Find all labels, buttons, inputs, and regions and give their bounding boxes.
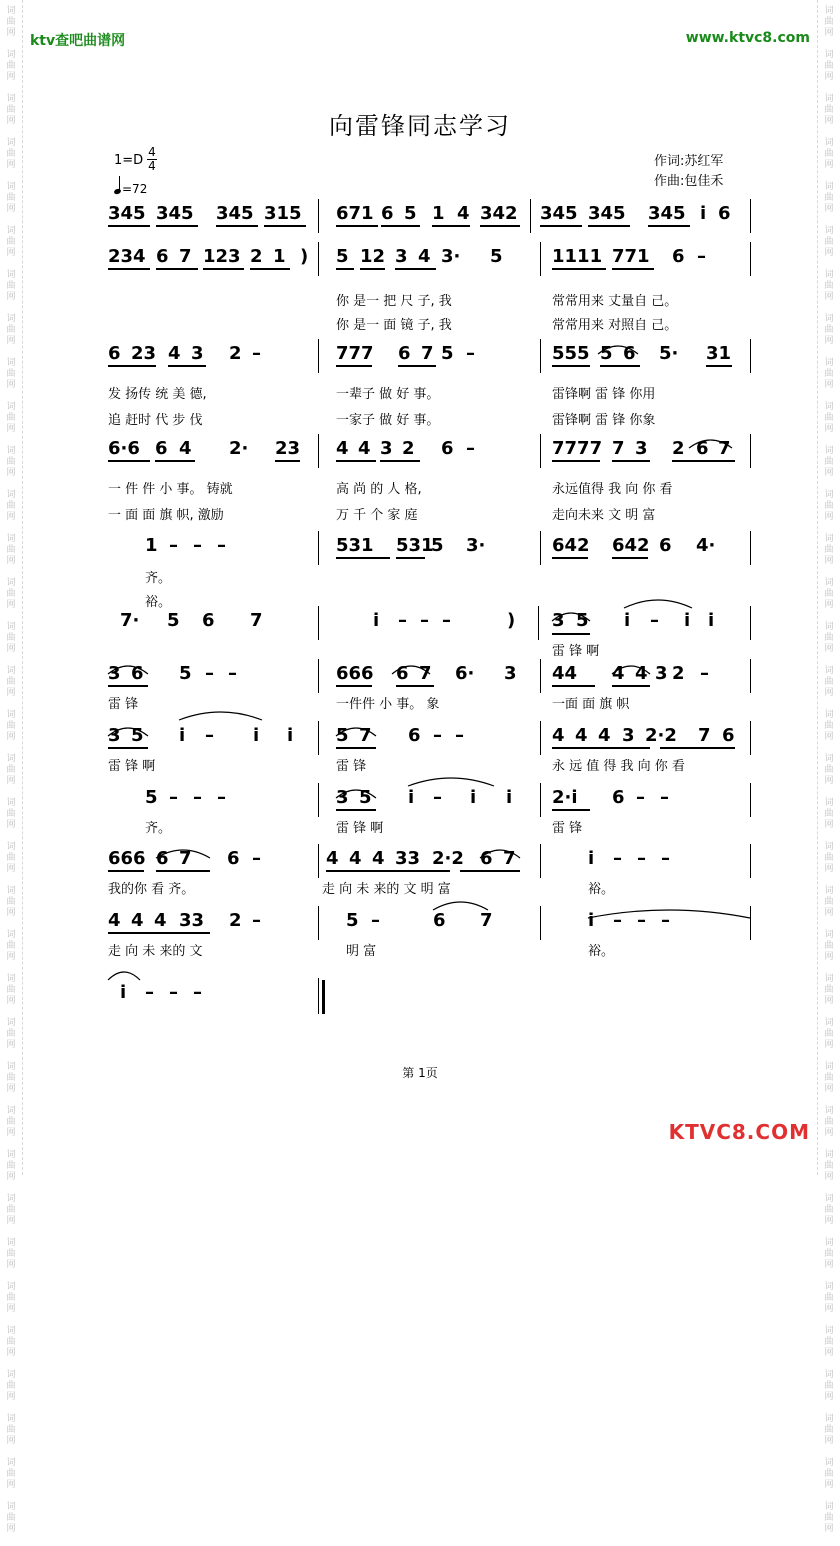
barline	[540, 659, 541, 693]
note: 6	[156, 246, 169, 267]
note: –	[661, 848, 670, 869]
note: 7	[419, 663, 432, 684]
note: 6	[408, 725, 421, 746]
lyric-line: 雷 锋 啊	[108, 759, 156, 774]
note: –	[466, 438, 475, 459]
note: –	[650, 610, 659, 631]
barline	[318, 659, 319, 693]
barline	[750, 242, 751, 276]
note: 6	[696, 438, 709, 459]
note: i	[624, 610, 631, 631]
note: 1	[145, 535, 158, 556]
note: i	[588, 848, 595, 869]
barline	[540, 783, 541, 817]
lyric-line: 万 千 个 家 庭	[336, 508, 418, 523]
note: 2·	[229, 438, 249, 459]
note: 3	[552, 610, 565, 631]
note: –	[661, 910, 670, 931]
note: 4	[372, 848, 385, 869]
note: 345	[216, 203, 254, 224]
note: 3	[191, 343, 204, 364]
lyric-line: 一面 面 旗 帜	[552, 697, 630, 712]
note: 3	[380, 438, 393, 459]
note: 6	[612, 787, 625, 808]
barline	[750, 339, 751, 373]
time-signature-bottom: 4	[148, 159, 156, 173]
key-signature: 1=D	[114, 153, 144, 168]
note: 123	[203, 246, 241, 267]
note: 31	[706, 343, 732, 364]
note: 3	[395, 246, 408, 267]
note: –	[398, 610, 407, 631]
note: 3	[622, 725, 635, 746]
lyric-line: 高 尚 的 人 格,	[336, 482, 422, 497]
note: 5	[490, 246, 503, 267]
note: 23	[275, 438, 301, 459]
note: –	[205, 725, 214, 746]
note: –	[613, 848, 622, 869]
note: –	[217, 535, 226, 556]
lyric-line: 你 是一 面 镜 子, 我	[336, 318, 452, 333]
note: 2	[402, 438, 415, 459]
note: 5	[576, 610, 589, 631]
note: 7	[421, 343, 434, 364]
note: 5	[179, 663, 192, 684]
site-url: www.ktvc8.com	[685, 30, 810, 46]
lyric-line: 雷锋啊 雷 锋 你象	[552, 413, 656, 428]
left-watermark-strip: 词 曲 网 词 曲 网 词 曲 网 词 曲 网 词 曲 网 词 曲 网 词 曲 网 词 曲 网 词 曲 网 词 曲 网 词 曲 网 词 曲 网 词 曲 网 词 曲 网 词 曲 网 词 曲 网 词 曲 网 词 曲 网 词 曲 网 词 曲 网 词 曲 网 词 曲 网 词 曲 网 词 曲 网 词 曲 网 词 曲 网 词 曲 网 词 曲 网 词 曲 网 词 曲 网 词 曲 网 词 曲 网 词 曲 网 词 曲 网 词 曲 网	[0, 0, 23, 1175]
note: –	[637, 910, 646, 931]
note: 2·i	[552, 787, 578, 808]
note: –	[193, 787, 202, 808]
note: 642	[612, 535, 650, 556]
tempo-marking	[114, 179, 147, 196]
note: 7777	[552, 438, 603, 459]
note: 671	[336, 203, 374, 224]
note: 3	[108, 663, 121, 684]
barline	[750, 906, 751, 940]
note: 4	[108, 910, 121, 931]
note: 12	[360, 246, 386, 267]
lyric-line: 常常用来 对照自 己。	[552, 318, 678, 333]
note: 6	[131, 663, 144, 684]
note: 6	[623, 343, 636, 364]
lyric-line: 发 扬传 统 美 德,	[108, 387, 207, 402]
barline	[318, 906, 319, 940]
note: 771	[612, 246, 650, 267]
note: 3	[108, 725, 121, 746]
barline	[530, 199, 531, 233]
note: 4	[418, 246, 431, 267]
note: –	[169, 982, 178, 1003]
barline	[750, 531, 751, 565]
lyric-line: 一 件 件 小 事。 铸就	[108, 482, 233, 497]
barline	[318, 721, 319, 755]
note: 5	[600, 343, 613, 364]
note: –	[637, 848, 646, 869]
note: 7	[359, 725, 372, 746]
note: 6	[108, 343, 121, 364]
barline	[750, 783, 751, 817]
barline	[540, 906, 541, 940]
note: 6·6	[108, 438, 140, 459]
lyric-line: 雷 锋	[108, 697, 139, 712]
note: 6·	[455, 663, 475, 684]
barline	[540, 531, 541, 565]
note: 6	[227, 848, 240, 869]
note: 4	[598, 725, 611, 746]
note: 5	[404, 203, 417, 224]
note: –	[636, 787, 645, 808]
note: 666	[108, 848, 146, 869]
note: )	[300, 246, 309, 267]
barline	[318, 783, 319, 817]
note: 4	[349, 848, 362, 869]
note: 3·	[466, 535, 486, 556]
note: –	[420, 610, 429, 631]
note: i	[179, 725, 186, 746]
note: 7	[480, 910, 493, 931]
note: –	[660, 787, 669, 808]
note: 345	[108, 203, 146, 224]
note: i	[253, 725, 260, 746]
note: 234	[108, 246, 146, 267]
lyric-line: 常常用来 丈量自 己。	[552, 294, 678, 309]
note: –	[466, 343, 475, 364]
note: 4	[168, 343, 181, 364]
note: i	[684, 610, 691, 631]
note: 5	[346, 910, 359, 931]
lyric-line: 雷 锋	[336, 759, 367, 774]
lyric-line: 走 向 未 来的 文 明 富	[322, 882, 451, 897]
lyric-line: 裕。	[145, 595, 172, 610]
note: –	[193, 535, 202, 556]
song-title: 向雷锋同志学习	[329, 112, 511, 140]
lyric-line: 雷 锋 啊	[552, 644, 600, 659]
lyric-line: 追 赶时 代 步 伐	[108, 413, 203, 428]
right-watermark-strip: 词 曲 网 词 曲 网 词 曲 网 词 曲 网 词 曲 网 词 曲 网 词 曲 网 词 曲 网 词 曲 网 词 曲 网 词 曲 网 词 曲 网 词 曲 网 词 曲 网 词 曲 网 词 曲 网 词 曲 网 词 曲 网 词 曲 网 词 曲 网 词 曲 网 词 曲 网 词 曲 网 词 曲 网 词 曲 网 词 曲 网 词 曲 网 词 曲 网 词 曲 网 词 曲 网 词 曲 网 词 曲 网 词 曲 网 词 曲 网 词 曲 网	[817, 0, 840, 1175]
note: –	[371, 910, 380, 931]
lyric-line: 永 远 值 得 我 向 你 看	[552, 759, 685, 774]
note: 2	[229, 343, 242, 364]
note: i	[287, 725, 294, 746]
barline	[750, 434, 751, 468]
note: i	[470, 787, 477, 808]
note: i	[700, 203, 707, 224]
lyric-line: 一辈子 做 好 事。	[336, 387, 440, 402]
lyric-line: 裕。	[588, 882, 615, 897]
note: 666	[336, 663, 374, 684]
note: 315	[264, 203, 302, 224]
note: 4	[179, 438, 192, 459]
lyric-line: 明 富	[346, 944, 377, 959]
note: 33	[179, 910, 205, 931]
note: 5	[131, 725, 144, 746]
note: –	[455, 725, 464, 746]
note: 345	[588, 203, 626, 224]
tempo-value: =72	[122, 182, 148, 196]
note: 4	[154, 910, 167, 931]
lyric-line: 雷 锋	[552, 821, 583, 836]
note: 342	[480, 203, 518, 224]
note: 5	[441, 343, 454, 364]
note: 6	[156, 848, 169, 869]
barline	[318, 978, 319, 1012]
note: 5·	[659, 343, 679, 364]
note: 4	[575, 725, 588, 746]
page-number: 第 1页	[402, 1066, 438, 1080]
barline	[318, 242, 319, 276]
note: 6	[441, 438, 454, 459]
note: 5	[336, 725, 349, 746]
note: 5	[145, 787, 158, 808]
barline	[540, 844, 541, 878]
lyric-line: 雷锋啊 雷 锋 你用	[552, 387, 656, 402]
note: 1	[273, 246, 286, 267]
note: 2·2	[645, 725, 677, 746]
note: 6	[381, 203, 394, 224]
time-signature-top: 4	[148, 145, 156, 159]
note: –	[433, 725, 442, 746]
note: 3	[635, 438, 648, 459]
note: 4	[358, 438, 371, 459]
note: –	[145, 982, 154, 1003]
note: 4	[131, 910, 144, 931]
note: 44	[552, 663, 578, 684]
note: 3	[336, 787, 349, 808]
note: 7	[250, 610, 263, 631]
note: 7	[698, 725, 711, 746]
barline	[750, 606, 751, 640]
note: –	[613, 910, 622, 931]
note: 531	[396, 535, 434, 556]
note: 5	[431, 535, 444, 556]
note: 555	[552, 343, 590, 364]
note: –	[252, 910, 261, 931]
note: –	[442, 610, 451, 631]
barline	[750, 659, 751, 693]
note: 5	[359, 787, 372, 808]
note: –	[193, 982, 202, 1003]
note: 4	[457, 203, 470, 224]
quarter-note-icon	[113, 188, 121, 195]
composer: 作曲:包佳禾	[654, 174, 724, 189]
note: 6	[718, 203, 731, 224]
credits	[654, 152, 723, 192]
note: i	[373, 610, 380, 631]
note: –	[700, 663, 709, 684]
note: 7·	[120, 610, 140, 631]
note: 33	[395, 848, 421, 869]
site-name: ktv查吧曲谱网	[30, 33, 126, 49]
lyric-line: 永远值得 我 向 你 看	[552, 482, 673, 497]
barline	[538, 606, 539, 640]
note: 4·	[696, 535, 716, 556]
barline	[540, 242, 541, 276]
lyric-line: 齐。	[145, 821, 172, 836]
lyric-line: 走 向 未 来的 文	[108, 944, 203, 959]
note: 6	[722, 725, 735, 746]
note: i	[120, 982, 127, 1003]
note: 5	[336, 246, 349, 267]
note: 7	[503, 848, 516, 869]
note: 3	[655, 663, 668, 684]
note: 6	[480, 848, 493, 869]
note: 7	[179, 246, 192, 267]
lyric-line: 你 是一 把 尺 子, 我	[336, 294, 452, 309]
note: –	[252, 343, 261, 364]
note: 3·	[441, 246, 461, 267]
barline	[750, 844, 751, 878]
note: –	[252, 848, 261, 869]
note: –	[433, 787, 442, 808]
note: 345	[540, 203, 578, 224]
note: i	[588, 910, 595, 931]
note: i	[708, 610, 715, 631]
barline	[750, 721, 751, 755]
note: 2	[250, 246, 263, 267]
site-logo: KTVC8.COM	[668, 1120, 810, 1144]
lyric-line: 我的你 看 齐。	[108, 882, 195, 897]
note: 4	[612, 663, 625, 684]
barline	[318, 606, 319, 640]
note: 531	[336, 535, 374, 556]
barline	[318, 434, 319, 468]
lyric-line: 齐。	[145, 571, 172, 586]
lyric-line: 一件件 小 事。 象	[336, 697, 440, 712]
note: 2	[672, 663, 685, 684]
note: 6	[398, 343, 411, 364]
note: –	[697, 246, 706, 267]
barline	[318, 199, 319, 233]
lyricist: 作词:苏红军	[654, 154, 724, 169]
barline	[540, 721, 541, 755]
note: 4	[635, 663, 648, 684]
note: 7	[612, 438, 625, 459]
note: –	[169, 535, 178, 556]
note: 7	[718, 438, 731, 459]
note: i	[506, 787, 513, 808]
note: 6	[202, 610, 215, 631]
note: 4	[552, 725, 565, 746]
lyric-line: 一家子 做 好 事。	[336, 413, 440, 428]
note: 4	[336, 438, 349, 459]
note: 23	[131, 343, 157, 364]
note: –	[205, 663, 214, 684]
note: 777	[336, 343, 374, 364]
note: 6	[659, 535, 672, 556]
barline	[750, 199, 751, 233]
lyric-line: 走向未来 文 明 富	[552, 508, 656, 523]
note: –	[169, 787, 178, 808]
note: i	[408, 787, 415, 808]
barline	[540, 339, 541, 373]
barline	[318, 339, 319, 373]
note: 4	[326, 848, 339, 869]
note: 345	[648, 203, 686, 224]
lyric-line: 一 面 面 旗 帜, 激励	[108, 508, 224, 523]
lyric-line: 裕。	[588, 944, 615, 959]
note: 345	[156, 203, 194, 224]
note: 2·2	[432, 848, 464, 869]
time-signature	[147, 146, 157, 173]
note: 6	[155, 438, 168, 459]
barline	[318, 531, 319, 565]
note: –	[228, 663, 237, 684]
lyric-line: 雷 锋 啊	[336, 821, 384, 836]
note: 3	[504, 663, 517, 684]
note: –	[217, 787, 226, 808]
note: 6	[396, 663, 409, 684]
barline	[540, 434, 541, 468]
note: 2	[672, 438, 685, 459]
note: 1	[432, 203, 445, 224]
note: 6	[433, 910, 446, 931]
note: 5	[167, 610, 180, 631]
note: 7	[179, 848, 192, 869]
note: 2	[229, 910, 242, 931]
barline	[318, 844, 319, 878]
note: 1111	[552, 246, 603, 267]
note: )	[507, 610, 516, 631]
note: 642	[552, 535, 590, 556]
note: 6	[672, 246, 685, 267]
